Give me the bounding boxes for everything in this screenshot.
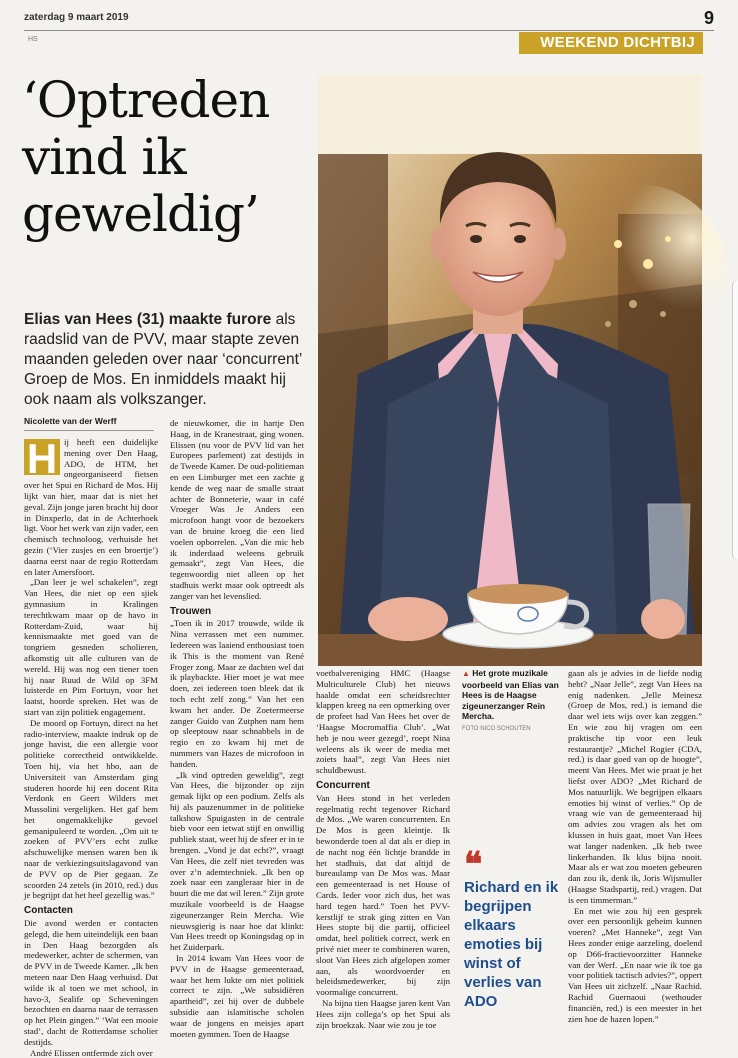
quote-icon: ❝ xyxy=(464,846,483,884)
paragraph: „Ik vind optreden geweldig”, zegt Van Hees, die bijzonder op zijn gemak lijkt op een podium. Zelfs als hij als pauzenummer in de politieke talkshow Spuigasten in de centrale bieb voor een ietwat stijf en onwillig publiek staat, weet hij de sfeer er in te brengen. „Vond je dat echt?”, vraagt Van Hees, die zelf niet tevreden was over z’n ademtechniek. „Ik ben op zoek naar een zangleraar hier in de buurt die me dat wil leren.” Zijn grote muzikale voorbeeld is de Haagse zigeunerzanger Rein Mercha. Wie nieuwsgierig is naar hoe dat klinkt: Van Hees treedt op Koningsdag op in het Zuiderpark. xyxy=(170,769,304,953)
portrait-illustration xyxy=(318,74,702,666)
article-column-5 xyxy=(568,668,702,1024)
article-column-1 xyxy=(24,435,158,1058)
paragraph: ij heeft een duidelijke mening over Den Haag, ADO, de HTM, het ongeorganiseerd fietsen over het Spui en Richard de Mos. Hij lijkt van hier, maar dat is niet het geval. Zijn jonge jaren bracht hij door in Dinxperlo, dat in de Achterhoek ligt. Voor het werk van zijn vader, een chemisch technoloog, verhuisde het gezin (‘Vier zusjes en een broertje’) daarna eerst naar de regio Rotterdam en later Amersfoort. xyxy=(24,437,158,577)
paragraph: André Elissen ontfermde zich over xyxy=(30,1047,153,1058)
caption-triangle-icon: ▲ xyxy=(462,669,470,678)
photo-caption xyxy=(462,668,560,722)
headline: ‘Optreden vind ik geweldig’ xyxy=(22,71,270,243)
paragraph: De moord op Fortuyn, direct na het radio-interview, maakte indruk op de jonge havist, die een allergie voor politieke correctheid ontwikkelde. Toen hij, via het hbo, aan de Universiteit van Amsterdam ging studeren hoorde hij een docent Rita Verdonk en Geert Wilders met Mussolini vergelijken. Het gaf hem het ongemakkelijke gevoel gemanipuleerd te worden. „Om uit te zoeken of PVV’ers echt zulke afschuwelijke mensen waren ben ik naar de verkiezingsuitslagavond van de PVV op de Pier gegaan. Ze scoorden 24 zetels (in 2010, red.) dus je begrijpt dat het heel gezellig was.” xyxy=(24,717,158,901)
paragraph: Die avond werden er contacten gelegd, die hem uiteindelijk een baan in Den Haag bezorgden als medewerker, achter de schermen, van de PVV in de Tweede Kamer. „Ik ben meteen naar Den Haag verhuisd. Dat wilde ik al toen we met school, in havo-3, Sealife op Scheveningen bezochten en daarna naar de terrassen op het Plein gingen.” ‘Wat een mooie stad’, dacht de Rotterdamse scholier destijds. xyxy=(24,918,158,1047)
subheading-concurrent: Concurrent xyxy=(316,779,370,791)
page-edge-handle xyxy=(732,280,738,560)
photo-credit: FOTO NICO SCHOUTEN xyxy=(462,725,531,732)
section-label: WEEKEND DICHTBIJ xyxy=(519,32,703,54)
paragraph: En met wie zou hij een gesprek over een persoonlijk geheim kunnen voeren? „Met Hanneke”, zegt Van Hees zonder enige aarzeling, doelend op D66-fractievoorzitter Hanneke van der Werf. „En naar wie ik toe ga voor politiek tactisch advies?”, oppert Van Hees uit zichzelf. „Naar Rachid. Rachid Guernaoui (wethouder financiën, red.) is een meester in het zien hoe de hazen lopen.” xyxy=(568,905,702,1024)
article-column-2 xyxy=(170,418,304,1039)
byline-rule xyxy=(24,430,154,431)
pull-quote: Richard en ik begrijpen elkaars emoties bij winst of verlies van ADO xyxy=(464,879,559,1010)
paragraph: Van Hees stond in het verleden regelmatig recht tegenover Richard de Mos. „We waren concurrenten. En De Mos is geen kleintje. Ik bewonderde toen al dat als er diep in de nacht nog één lichtje brandde in het stadhuis, dat dat altijd de bureaulamp van De Mos was. Maar een gemeenteraad is net House of Cards. Ieder voor zich dus, het was hard tegen hard.” Toen het PVV-kerstlijf te strak ging zitten en Van Hees stopte bij die partij, officieel omdat, heel politiek correct, werk en privé niet meer te combineren waren, sloot Van Hees zich afgelopen zomer aan, als woordvoerder en beleidsmedewerker, bij zijn voormalige concurrent. xyxy=(316,792,450,998)
intro-bold: Elias van Hees (31) maakte furore xyxy=(24,311,272,328)
paragraph: „Toen ik in 2017 trouwde, wilde ik Nina verrassen met een nummer. Iedereen was laaiend enthousiast toen ik This is the moment van René Froger zong. Maar ze dachten wel dat ik playbackte. Hier moet je wat mee doen, zei iedereen toen bleek dat ik toch echt zelf zong.” Van het een kwam het ander. De Zoetermeerse zanger Guido van Zutphen nam hem op sleeptouw naar schnabbels in de regio en zo kwam hij met de nummers van Hazes de microfoon in handen. xyxy=(170,618,304,769)
subheading-contacten: Contacten xyxy=(24,905,73,917)
edition-code: HS xyxy=(28,36,38,43)
paragraph: de nieuwkomer, die in hartje Den Haag, in de Kranestraat, ging wonen. Elissen (nu voor de PVV lid van het Europees parlement) zat destijds in de Tweede Kamer. De oud-politieman en een Limburger met een zachte g kende de weg naar de smalle straat achter de Bonneterie, waar in café Vroeger Was Je Anders een microfoon hangt voor de bezoekers van de bruine kroeg die een lied voelen opborrelen. „Van die mic heb ik inderdaad weleens gebruik gemaakt”, zegt Van Hees, die tegenwoordig niet alleen op het stadhuis werkt maar ook optreedt als zanger van het levenslied. xyxy=(170,418,304,601)
caption-text: Het grote muzikale voorbeeld van Elias van Hees is de Haagse zigeunerzanger Rein Mercha. xyxy=(462,668,559,721)
article-intro xyxy=(24,310,314,410)
drop-cap: H xyxy=(24,439,60,475)
paragraph: Na bijna tien Haagse jaren kent Van Hees zijn collega’s op het Spui als zijn broekzak. Naar wie zou je toe xyxy=(316,997,450,1030)
subheading-trouwen: Trouwen xyxy=(170,605,212,617)
issue-date: zaterdag 9 maart 2019 xyxy=(24,12,129,23)
portrait-photo xyxy=(318,74,702,666)
photo-caption-block xyxy=(462,668,560,858)
intro-rest: als raadslid van de PVV, maar stapte zeven maanden geleden over naar ‘concurrent’ Groep de Mos. En inmiddels maakt hij ook naam als volkszanger. xyxy=(24,311,302,408)
article-column-3 xyxy=(316,668,450,1030)
paragraph: In 2014 kwam Van Hees voor de PVV in de Haagse gemeenteraad, waar het hem lukte om niet politiek correct te zijn. „We subsidiëren apartheid”, zei hij over de dubbele subsidie aan islamitische scholen waar de jongens en meisjes apart moeten gymmen. Toen de Haagse xyxy=(170,953,304,1039)
page-header xyxy=(24,8,714,30)
page-number: 9 xyxy=(703,8,714,28)
paragraph: „Dan leer je wel schakelen”, zegt Van Hees, die niet op een sjiek gymnasium in Kralingen terechtkwam maar op de havo in Rotterdam-Zuid, waar hij kennismaakte met goed van de tongriem gesneden scholieren, afkomstig uit alle culturen van de wereld. Hij was nog een tiener toen hij naar Ruud de Wild op 3FM luisterde en Pim Fortuyn, voor het laatst, hoorde spreken. Het was de start van zijn politiek engagement. xyxy=(24,577,158,717)
paragraph: gaan als je advies in de liefde nodig hebt? „Naar Jelle”, zegt Van Hees na enig nadenken. „Jelle Meinesz (Groep de Mos, red.) is iemand die daar wel iets wijs over kan zeggen.” En wie zou hij vragen om een praktische tip voor een leuk restaurantje? „Michel Rogier (CDA, red.) is daar goed van op de hoogte”, meent Van Hees. Met wie praat je het liefst over ADO? „Met Richard de Mos natuurlijk. We begrijpen elkaars emoties bij winst of verlies.” Op de vraag wie van de gemeenteraad hij om advies zou vragen als het om klussen in huis gaat, moet Van Hees wat langer nadenken. „Ik heb twee linkerhanden. Ik klus bijna nooit. Maar als er wat zou moeten gebeuren dan zou ik, denk ik, Joris Wijsmuller (Haagse Stadspartij, red.) vragen. Dat is een timmerman.” xyxy=(568,668,702,905)
paragraph: voetbalvereniging HMC (Haagse Multiculturele Club) het nieuws haalde omdat een scheidsrechter klappen kreeg na een opmerking over de profeet had Van Hees het over de ‘Haagse Mocromaffia Club’. „Wat heb je nou weer gezegd’, roept Nina weleens als ik weer de media met zoiets haal”, zegt Van Hees niet schuldbewust. xyxy=(316,668,450,776)
author-byline: Nicolette van der Werff xyxy=(24,416,117,426)
header-rule xyxy=(24,30,714,31)
